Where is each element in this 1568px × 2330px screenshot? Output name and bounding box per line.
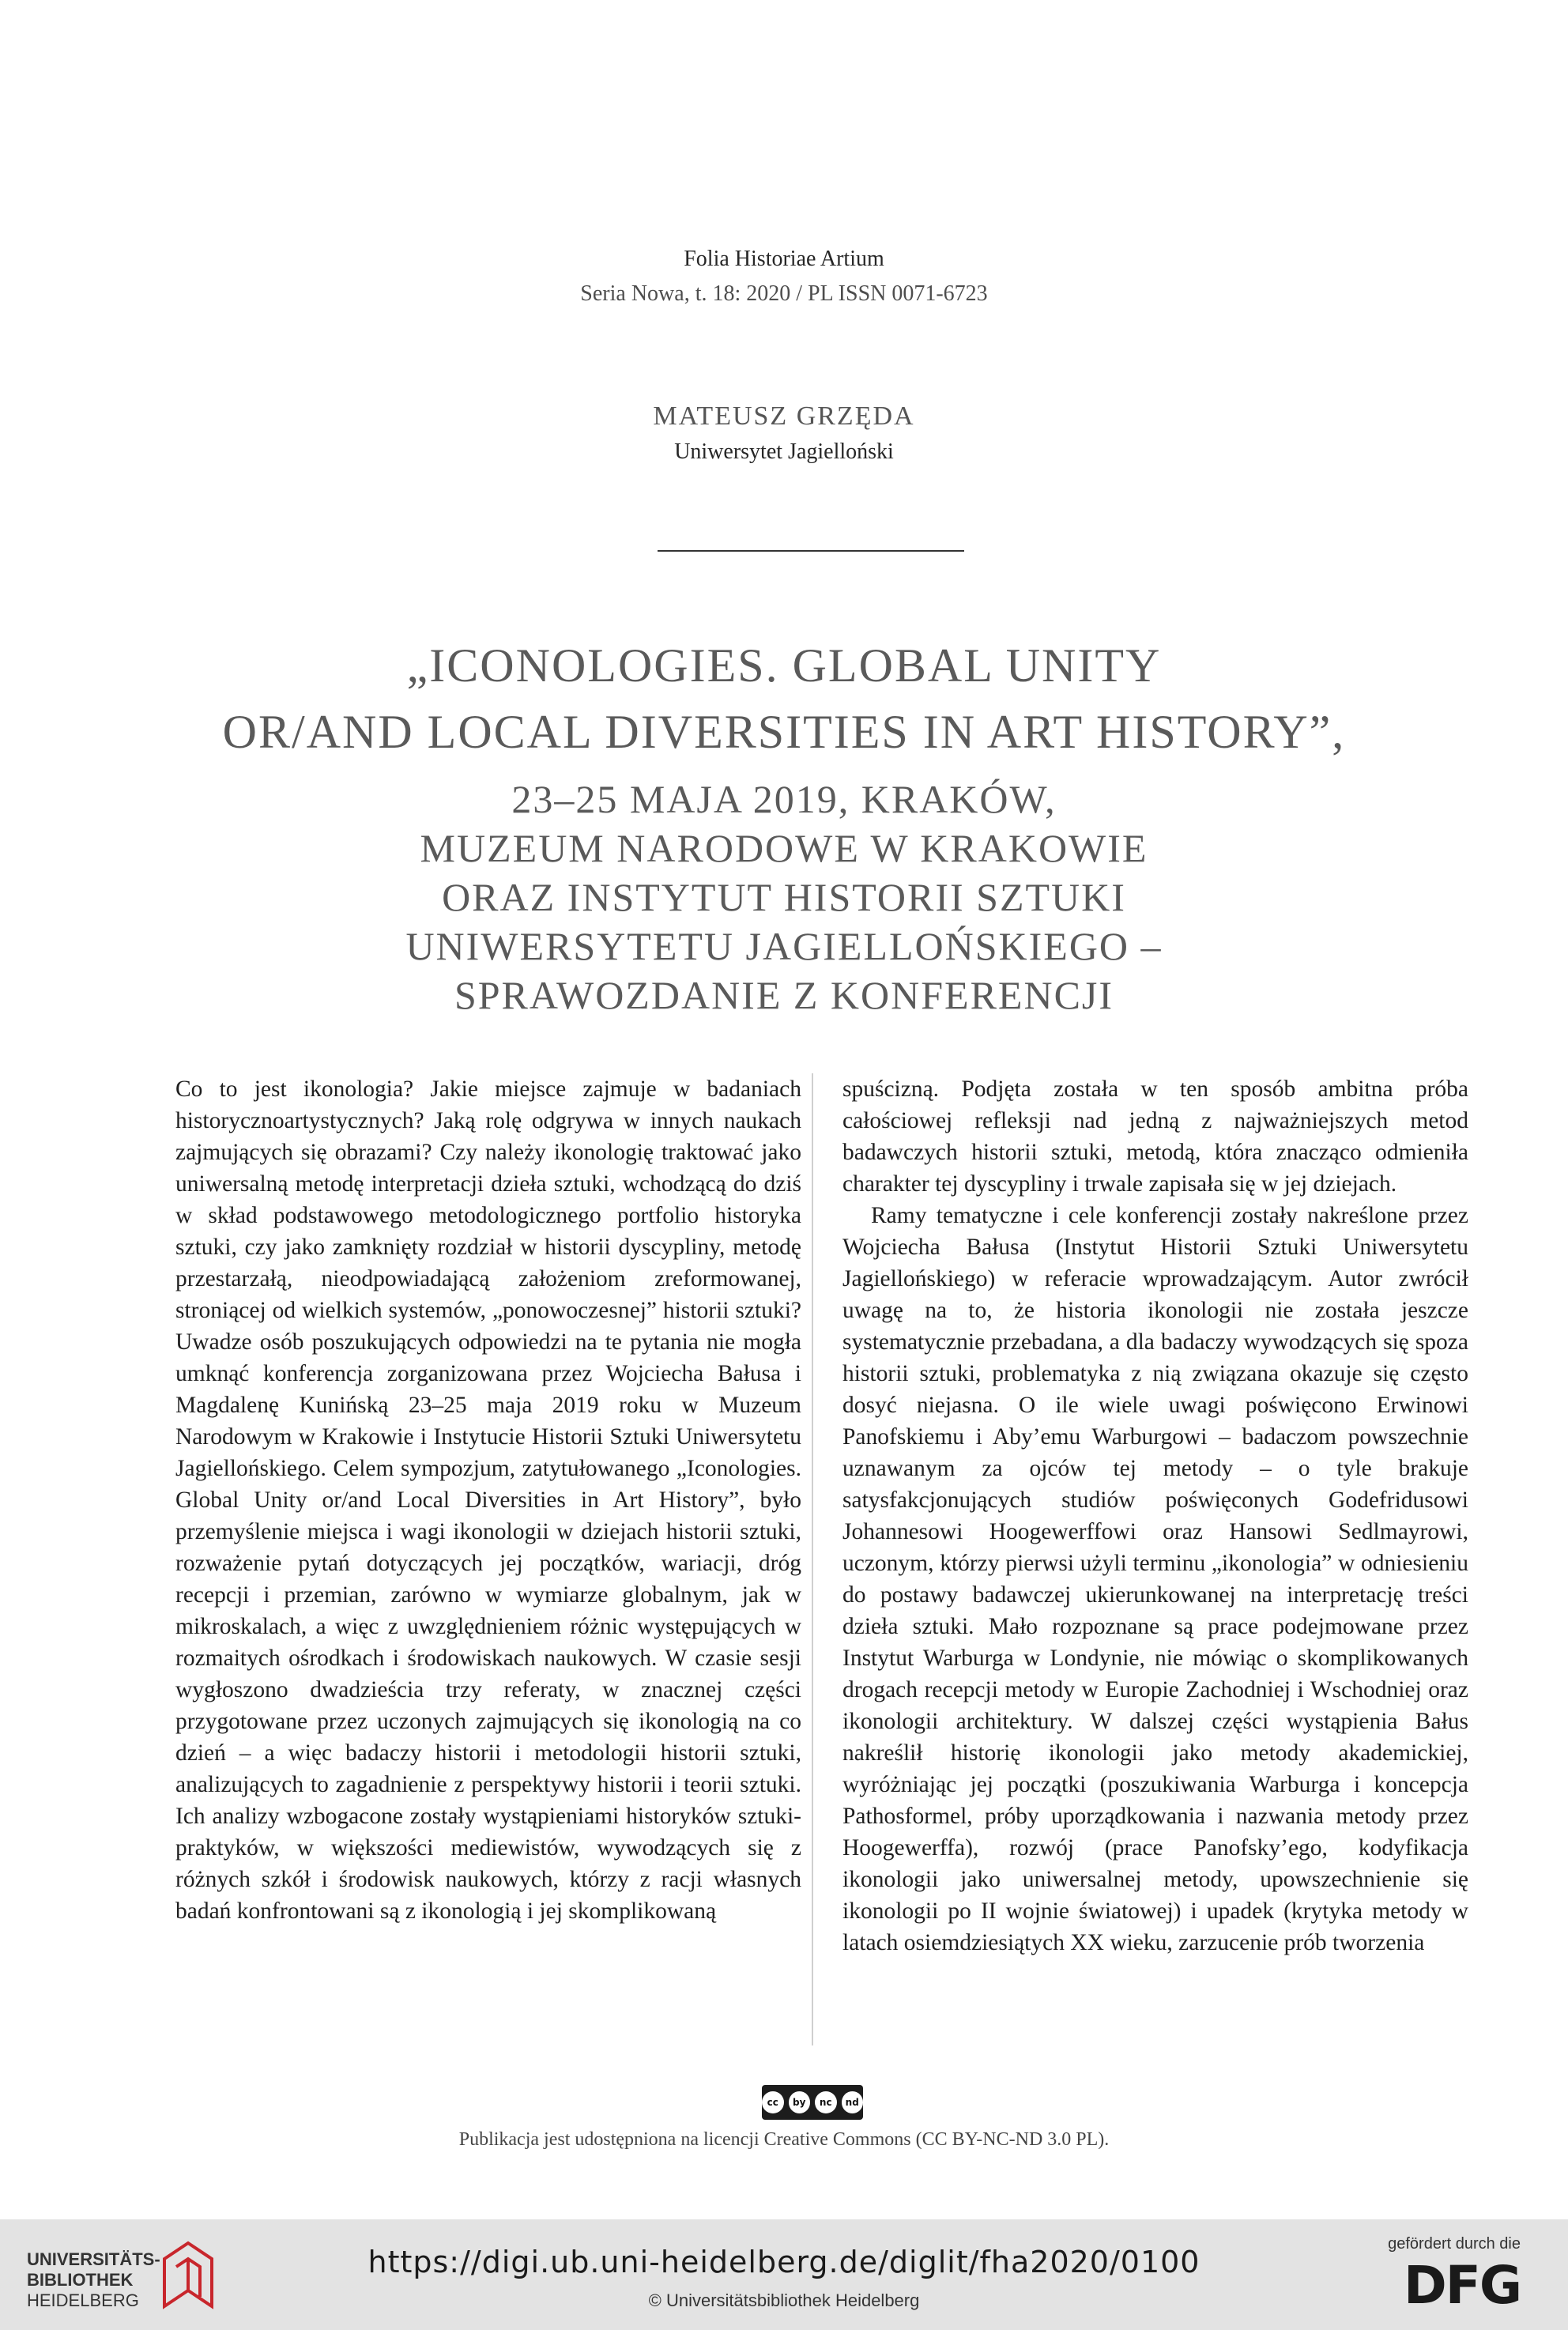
library-name-line: HEIDELBERG [27, 2290, 139, 2310]
library-name-line: UNIVERSITÄTS- [27, 2249, 160, 2269]
license-text: Publikacja jest udostępniona na licencji Creative Commons (CC BY-NC-ND 3.0 PL). [458, 2129, 1110, 2150]
body-column-left [175, 1073, 801, 1927]
nd-icon: nd [842, 2091, 864, 2113]
title-line: „ICONOLOGIES. GLOBAL UNITY [406, 639, 1162, 692]
body-column-right [842, 1073, 1468, 1959]
footer-bar [0, 2219, 1568, 2330]
cc-icon: cc [762, 2091, 784, 2113]
author-name: MATEUSZ GRZĘDA [653, 402, 915, 431]
funder-label: gefördert durch die [1388, 2235, 1521, 2253]
author-affiliation: Uniwersytet Jagielloński [674, 439, 894, 464]
subtitle-line: ORAZ INSTYTUT HISTORII SZTUKI [442, 875, 1126, 919]
subtitle-line: 23–25 MAJA 2019, KRAKÓW, [511, 777, 1057, 821]
title-line: OR/AND LOCAL DIVERSITIES IN ART HISTORY”, [222, 706, 1346, 758]
subtitle-line: UNIWERSYTETU JAGIELLOŃSKIEGO – [405, 924, 1163, 968]
creative-commons-badge[interactable] [762, 2085, 863, 2120]
column-divider [812, 1073, 813, 2045]
body-paragraph: Co to jest ikonologia? Jakie miejsce zajmuje w badaniach historycznoartystycznych? Jaką rolę odgrywa w innych naukach zajmujących się obrazami? Czy należy ikonologię traktować jako uniwersalną metodę interpretacji dzieła sztuki, wchodzącą do dziś w skład podstawowego metodologicznego portfolio historyka sztuki, czy jako zamknięty rozdział w historii dyscypliny, metodę przestarzałą, nieodpowiadającą założeniom zreformowanej, stroniącej od wielkich systemów, „ponowoczesnej” historii sztuki? Uwadze osób poszukujących odpowiedzi na te pytania nie mogła umknąć konferencja zorganizowana przez Wojciecha Bałusa i Magdalenę Kunińską 23–25 maja 2019 roku w Muzeum Narodowym w Krakowie i Instytucie Historii Sztuki Uniwersytetu Jagiellońskiego. Celem sympozjum, zatytułowanego „Iconologies. Global Unity or/and Local Diversities in Art History”, było przemyślenie miejsca i wagi ikonologii w dziejach historii sztuki, rozważenie pytań dotyczących jej początków, wariacji, dróg recepcji i przemian, zarówno w wymiarze globalnym, jak w mikroskalach, a więc z uwzględnieniem różnic występujących w rozmaitych ośrodkach i środowiskach naukowych. W czasie sesji wygłoszono dwadzieścia trzy referaty, w znacznej części przygotowane przez uczonych zajmujących się ikonologią na co dzień – a więc badaczy historii i metodologii historii sztuki, analizujących to zagadnienie z perspektywy historii i teorii sztuki. Ich analizy wzbogacone zostały wystąpieniami historyków sztuki-praktyków, w większości mediewistów, wywodzących się z różnych szkół i środowisk naukowych, którzy z racji własnych badań konfrontowani są z ikonologią i jej skomplikowaną [175, 1076, 801, 1924]
article-title [0, 632, 1568, 765]
subtitle-line: MUZEUM NARODOWE W KRAKOWIE [420, 826, 1148, 870]
journal-title: Folia Historiae Artium [684, 247, 884, 271]
library-name-line: BIBLIOTHEK [27, 2270, 134, 2290]
body-paragraph: spuścizną. Podjęta została w ten sposób ambitna próba całościowej refleksji nad jedną z najważniejszych metod badawczych historii sztuki, metodą, która znacząco odmieniła charakter tej dyscypliny i trwale zapisała się w jej dziejach. [842, 1076, 1468, 1197]
article-subtitle [0, 775, 1568, 1020]
copyright-notice: © Universitätsbibliothek Heidelberg [648, 2290, 920, 2310]
body-paragraph: Ramy tematyczne i cele konferencji zostały nakreślone przez Wojciecha Bałusa (Instytut Historii Sztuki Uniwersytetu Jagiellońskiego) w referacie wprowadzającym. Autor zwrócił uwagę na to, że historia ikonologii nie została jeszcze systematycznie przebadana, a dla badaczy wywodzących się spoza historii sztuki, problematyka z nią związana okazuje się często dosyć niejasna. O ile wiele uwagi poświęcono Erwinowi Panofskiemu i Aby’emu Warburgowi – badaczom powszechnie uznawanym za ojców tej metody – o tyle brakuje satysfakcjonujących studiów poświęconych Godefridusowi Johannesowi Hoogewerffowi oraz Hansowi Sedlmayrowi, uczonym, którzy pierwsi użyli terminu „ikonologia” w odniesieniu do postawy badawczej ukierunkowanej na interpretację treści dzieła sztuki. Mało rozpoznane są prace podejmowane przez Instytut Warburga w Londynie, nie mówiąc o skomplikowanych drogach recepcji metody w Europie Zachodniej i Wschodniej oraz ikonologii architektury. W dalszej części wystąpienia Bałus nakreślił historię ikonologii jako metody akademickiej, wyróżniając jej początki (poszukiwania Warburga i koncepcja Pathosformel, próby uporządkowania i nazwania metody przez Hoogewerffa), rozwój (prace Panofsky’ego, kodyfikacja ikonologii jako uniwersalnej metody, upowszechnienie się ikonologii po II wojnie światowej) i upadek (krytyka metody w latach osiemdziesiątych XX wieku, zarzucenie prób tworzenia [842, 1203, 1468, 1955]
dfg-logo[interactable]: DFG [1403, 2255, 1521, 2316]
digital-library-url[interactable]: https://digi.ub.uni-heidelberg.de/diglit/fha2020/0100 [368, 2245, 1200, 2279]
subtitle-line: SPRAWOZDANIE Z KONFERENCJI [454, 973, 1114, 1017]
nc-icon: nc [815, 2091, 837, 2113]
title-divider [658, 550, 964, 552]
journal-series: Seria Nowa, t. 18: 2020 / PL ISSN 0071-6723 [580, 281, 988, 306]
by-icon: by [789, 2091, 811, 2113]
